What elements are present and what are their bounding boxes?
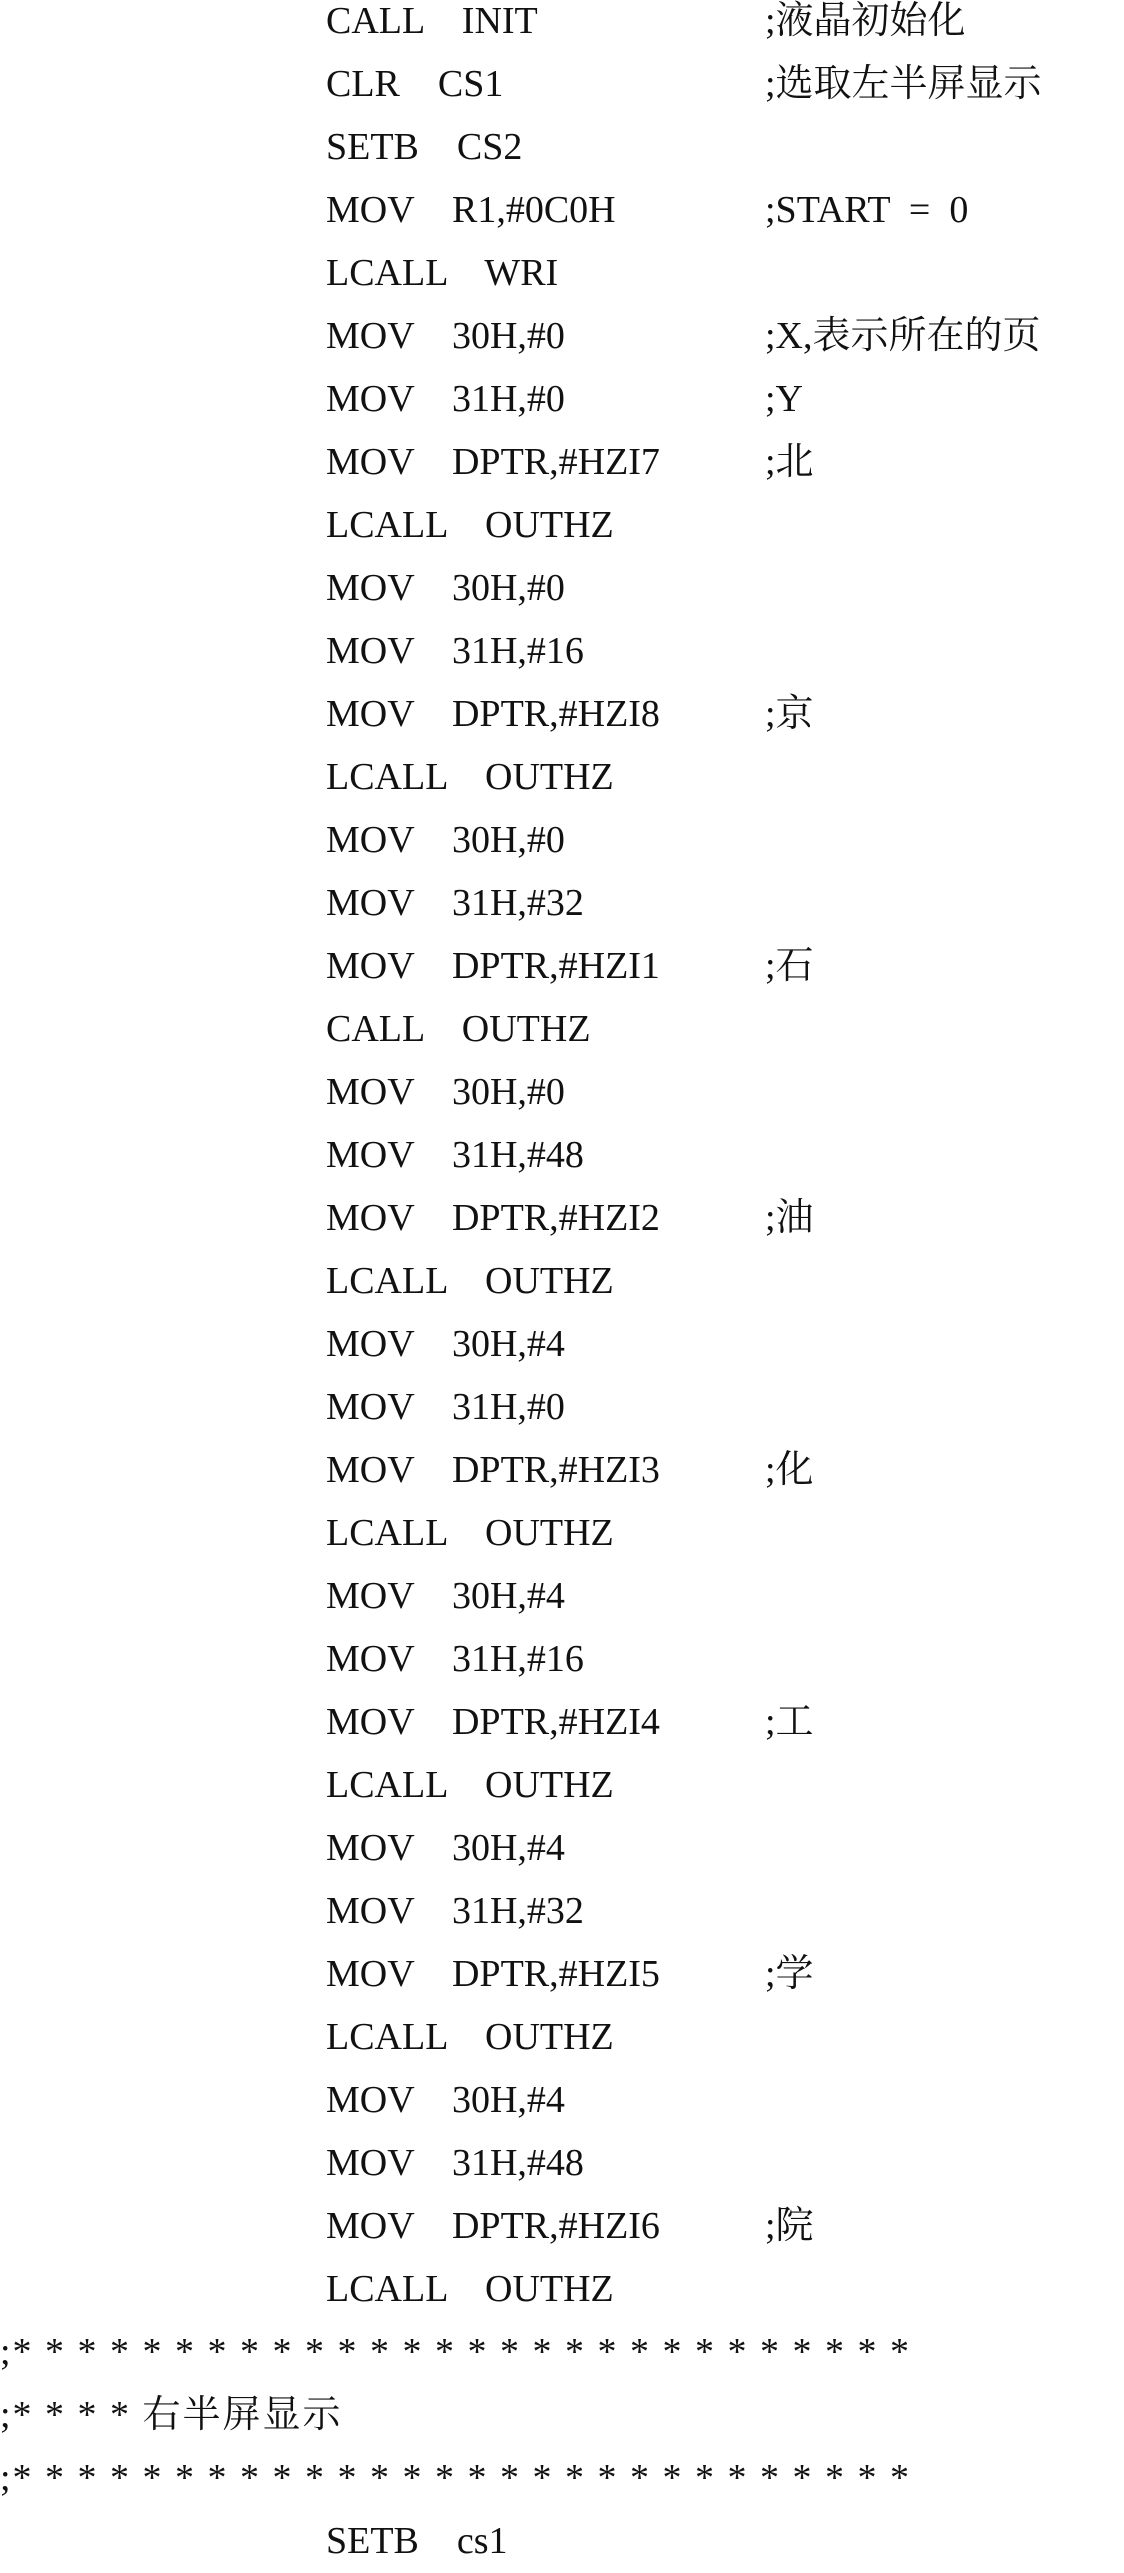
instruction-text: LCALL OUTHZ <box>326 1764 614 1806</box>
code-line <box>0 1628 1124 1691</box>
instruction-text: MOV DPTR,#HZI1 <box>326 945 660 987</box>
code-line <box>0 431 1124 494</box>
code-line <box>0 620 1124 683</box>
section-comment-text: ;* * * * * * * * * * * * * * * * * * * * * * * * * * * * <box>0 2331 912 2373</box>
code-line <box>0 2006 1124 2069</box>
code-line <box>0 2258 1124 2321</box>
instruction-text: MOV 30H,#4 <box>326 1323 565 1365</box>
comment-text: ;液晶初始化 <box>765 0 966 42</box>
code-line <box>0 1250 1124 1313</box>
instruction-text: LCALL OUTHZ <box>326 2268 614 2310</box>
comment-text: ;油 <box>765 1197 814 1239</box>
code-line <box>0 1187 1124 1250</box>
instruction-text: MOV 31H,#16 <box>326 1638 584 1680</box>
instruction-text: SETB cs1 <box>326 2520 508 2562</box>
instruction-text: MOV DPTR,#HZI6 <box>326 2205 660 2247</box>
code-line <box>0 1943 1124 2006</box>
code-line <box>0 998 1124 1061</box>
instruction-text: CALL INIT <box>326 0 538 42</box>
instruction-text: SETB CS2 <box>326 126 523 168</box>
code-line <box>0 809 1124 872</box>
instruction-text: MOV 30H,#4 <box>326 1575 565 1617</box>
section-comment-line <box>0 2447 1124 2510</box>
code-line <box>0 1502 1124 1565</box>
code-line <box>0 242 1124 305</box>
comment-text: ;北 <box>765 441 814 483</box>
code-line <box>0 872 1124 935</box>
instruction-text: MOV 30H,#0 <box>326 819 565 861</box>
code-line <box>0 368 1124 431</box>
code-line <box>0 1691 1124 1754</box>
instruction-text: MOV 31H,#48 <box>326 1134 584 1176</box>
instruction-text: MOV 31H,#0 <box>326 1386 565 1428</box>
instruction-text: MOV DPTR,#HZI7 <box>326 441 660 483</box>
code-line <box>0 1565 1124 1628</box>
instruction-text: MOV 30H,#0 <box>326 1071 565 1113</box>
code-line <box>0 2069 1124 2132</box>
code-line <box>0 1754 1124 1817</box>
section-comment-line <box>0 2321 1124 2384</box>
instruction-text: LCALL OUTHZ <box>326 2016 614 2058</box>
code-line <box>0 746 1124 809</box>
code-line <box>0 1313 1124 1376</box>
instruction-text: LCALL OUTHZ <box>326 504 614 546</box>
code-line <box>0 179 1124 242</box>
code-line <box>0 557 1124 620</box>
instruction-text: LCALL OUTHZ <box>326 756 614 798</box>
comment-text: ;化 <box>765 1449 814 1491</box>
instruction-text: MOV DPTR,#HZI3 <box>326 1449 660 1491</box>
instruction-text: MOV 31H,#48 <box>326 2142 584 2184</box>
instruction-text: MOV 30H,#4 <box>326 2079 565 2121</box>
code-line <box>0 1061 1124 1124</box>
code-line <box>0 1124 1124 1187</box>
instruction-text: MOV 31H,#32 <box>326 882 584 924</box>
comment-text: ;X,表示所在的页 <box>765 315 1041 357</box>
code-line <box>0 1817 1124 1880</box>
instruction-text: MOV R1,#0C0H <box>326 189 616 231</box>
code-line <box>0 1880 1124 1943</box>
comment-text: ;工 <box>765 1701 814 1743</box>
instruction-text: LCALL WRI <box>326 252 559 294</box>
code-line <box>0 53 1124 116</box>
section-comment-line <box>0 2384 1124 2447</box>
code-line <box>0 0 1124 53</box>
code-line <box>0 935 1124 998</box>
code-line <box>0 683 1124 746</box>
code-line <box>0 305 1124 368</box>
section-comment-text: ;* * * * 右半屏显示 <box>0 2394 343 2436</box>
comment-text: ;START = 0 <box>765 189 969 231</box>
comment-text: ;院 <box>765 2205 814 2247</box>
instruction-text: MOV DPTR,#HZI5 <box>326 1953 660 1995</box>
instruction-text: MOV 31H,#32 <box>326 1890 584 1932</box>
section-comment-text: ;* * * * * * * * * * * * * * * * * * * * * * * * * * * * <box>0 2457 912 2499</box>
instruction-text: LCALL OUTHZ <box>326 1512 614 1554</box>
comment-text: ;学 <box>765 1953 814 1995</box>
instruction-text: CALL OUTHZ <box>326 1008 591 1050</box>
comment-text: ;选取左半屏显示 <box>765 63 1042 105</box>
code-line <box>0 116 1124 179</box>
instruction-text: MOV 30H,#0 <box>326 315 565 357</box>
instruction-text: LCALL OUTHZ <box>326 1260 614 1302</box>
comment-text: ;Y <box>765 378 803 420</box>
instruction-text: MOV DPTR,#HZI2 <box>326 1197 660 1239</box>
code-line <box>0 1376 1124 1439</box>
instruction-text: CLR CS1 <box>326 63 504 105</box>
code-line <box>0 494 1124 557</box>
code-line <box>0 2195 1124 2258</box>
comment-text: ;石 <box>765 945 814 987</box>
comment-text: ;京 <box>765 693 814 735</box>
instruction-text: MOV 30H,#0 <box>326 567 565 609</box>
instruction-text: MOV DPTR,#HZI4 <box>326 1701 660 1743</box>
instruction-text: MOV 30H,#4 <box>326 1827 565 1869</box>
code-line <box>0 2132 1124 2195</box>
code-line <box>0 1439 1124 1502</box>
instruction-text: MOV 31H,#16 <box>326 630 584 672</box>
code-line <box>0 2510 1124 2573</box>
instruction-text: MOV 31H,#0 <box>326 378 565 420</box>
instruction-text: MOV DPTR,#HZI8 <box>326 693 660 735</box>
